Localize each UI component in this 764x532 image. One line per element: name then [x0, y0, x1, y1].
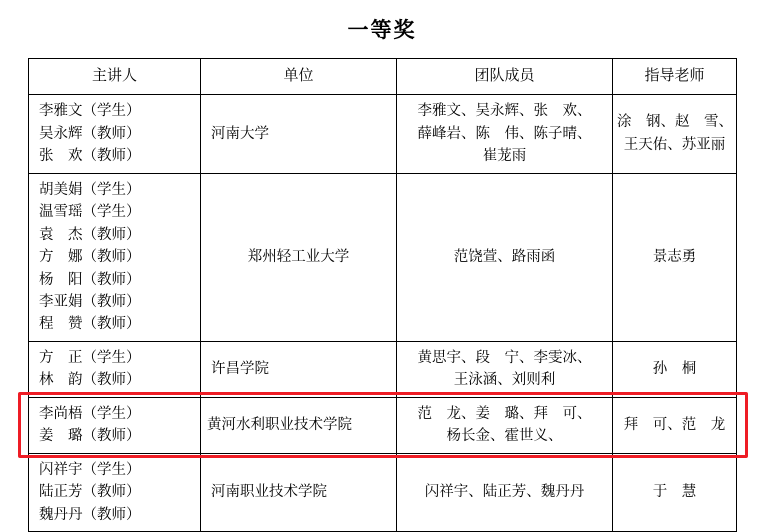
presenter-line: 袁 杰（教师） — [39, 226, 141, 243]
cell-presenter — [29, 341, 201, 397]
document-page — [0, 14, 764, 525]
table-body — [29, 95, 737, 532]
unit-text: 河南职业技术学院 — [211, 484, 327, 501]
member-line: 闪祥宇、陆正芳、魏丹丹 — [424, 484, 585, 501]
presenter-line: 魏丹丹（教师） — [39, 506, 141, 523]
cell-team-members — [397, 95, 613, 173]
table-head — [29, 59, 737, 95]
table-row-highlighted — [29, 397, 737, 453]
cell-advisor — [613, 453, 737, 531]
member-line: 崔茏雨 — [482, 148, 527, 165]
cell-advisor — [613, 397, 737, 453]
cell-unit — [201, 397, 397, 453]
cell-advisor — [613, 173, 737, 341]
column-header-advisor: 指导老师 — [613, 59, 737, 95]
presenter-line: 李亚娟（教师） — [39, 294, 141, 310]
presenter-line: 温雪瑶（学生） — [39, 204, 141, 221]
cell-team-members — [397, 453, 613, 531]
column-header-presenter: 主讲人 — [29, 59, 201, 95]
presenter-line: 闪祥宇（学生） — [39, 461, 141, 478]
presenter-line: 张 欢（教师） — [39, 148, 141, 165]
cell-presenter — [29, 173, 201, 341]
presenter-line: 胡美娟（学生） — [39, 181, 141, 198]
member-line: 黄思宇、段 宁、李雯冰、 — [417, 349, 592, 366]
cell-unit — [201, 173, 397, 341]
presenter-line: 吴永辉（教师） — [39, 125, 141, 142]
presenter-line: 姜 璐（教师） — [39, 428, 141, 445]
cell-presenter — [29, 453, 201, 531]
cell-team-members — [397, 173, 613, 341]
member-line: 范 龙、姜 璐、拜 可、 — [417, 405, 592, 422]
column-header-team-members: 团队成员 — [397, 59, 613, 95]
cell-presenter — [29, 95, 201, 173]
advisor-line: 景志勇 — [652, 249, 697, 266]
table-header-row — [29, 59, 737, 95]
advisor-line: 拜 可、范 龙 — [623, 417, 726, 434]
cell-unit — [201, 453, 397, 531]
unit-text: 郑州轻工业大学 — [247, 249, 350, 266]
unit-text: 黄河水利职业技术学院 — [207, 417, 352, 434]
table-row — [29, 173, 737, 341]
advisor-line: 涂 钢、赵 雪、 — [617, 114, 733, 131]
table-row — [29, 453, 737, 531]
member-line: 杨长金、霍世义、 — [446, 428, 563, 445]
member-line: 范饶萱、路雨函 — [453, 249, 556, 266]
cell-advisor — [613, 95, 737, 173]
cell-presenter — [29, 397, 201, 453]
cell-team-members — [397, 341, 613, 397]
unit-text: 许昌学院 — [211, 361, 269, 378]
advisor-line: 于 慧 — [652, 484, 697, 501]
member-line: 李雅文、吴永辉、张 欢、 — [417, 103, 592, 120]
table-row — [29, 341, 737, 397]
presenter-line: 李雅文（学生） — [39, 103, 141, 120]
presenter-line: 李尚梧（学生） — [39, 405, 141, 422]
presenter-line: 林 韵（教师） — [39, 372, 141, 389]
table-row — [29, 95, 737, 173]
member-line: 王泳涵、刘则利 — [453, 372, 556, 389]
cell-unit — [201, 341, 397, 397]
cell-team-members — [397, 397, 613, 453]
unit-text: 河南大学 — [211, 125, 269, 142]
cell-advisor — [613, 341, 737, 397]
presenter-line: 程 赞（教师） — [39, 316, 141, 333]
advisor-line: 王天佑、苏亚丽 — [623, 136, 726, 153]
column-header-unit: 单位 — [201, 59, 397, 95]
page-title: 一等奖 — [347, 19, 417, 42]
cell-unit — [201, 95, 397, 173]
presenter-line: 陆正芳（教师） — [39, 484, 141, 501]
presenter-line: 方 正（学生） — [39, 349, 141, 366]
presenter-line: 杨 阳（教师） — [39, 271, 141, 288]
member-line: 薛峰岩、陈 伟、陈子晴、 — [417, 125, 592, 142]
advisor-line: 孙 桐 — [652, 361, 697, 378]
award-table — [28, 58, 737, 532]
presenter-line: 方 娜（教师） — [39, 249, 141, 266]
award-table-wrapper — [28, 58, 736, 532]
